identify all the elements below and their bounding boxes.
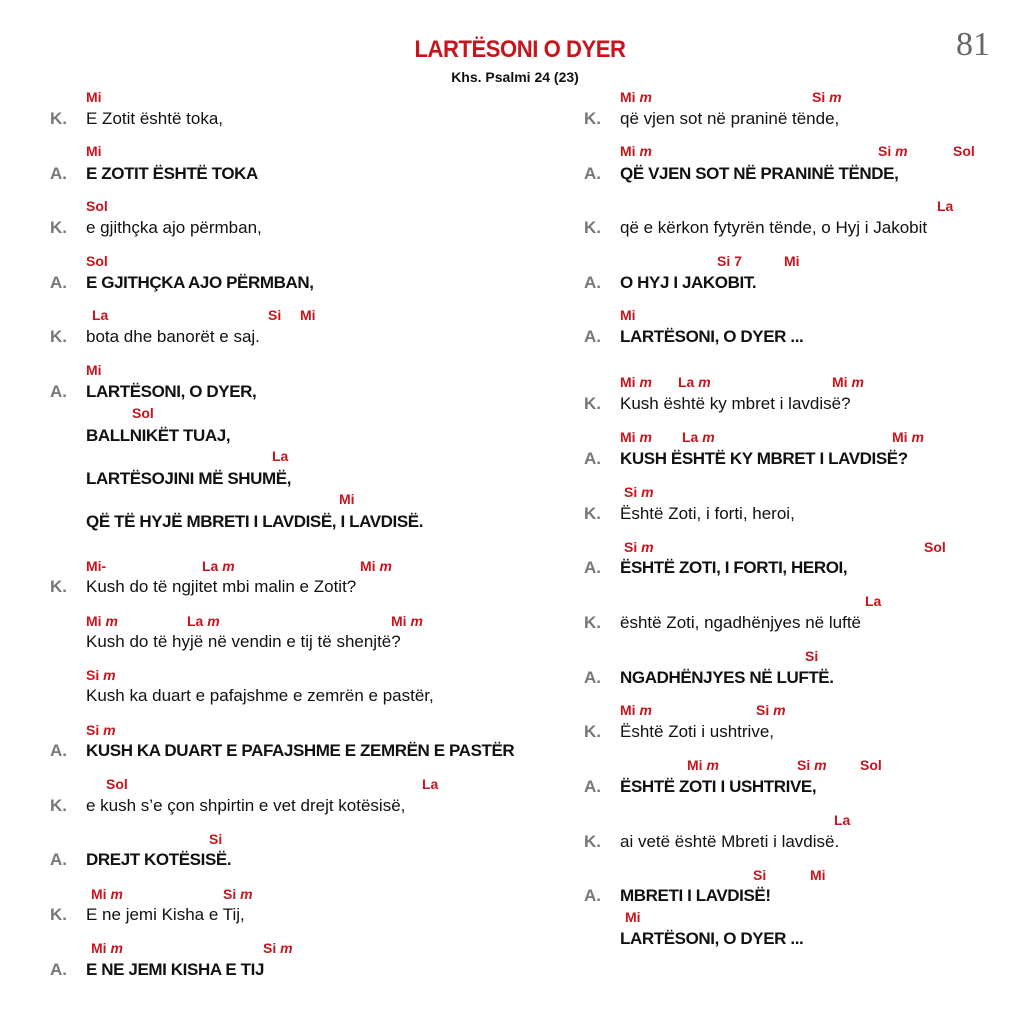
role-marker: K.: [50, 905, 67, 924]
chord-label: Mi m: [91, 886, 123, 902]
role-marker: A.: [584, 327, 601, 346]
verse-lyric-line: ai vetë është Mbreti i lavdisë.: [620, 832, 840, 851]
role-marker: A.: [584, 777, 601, 796]
chord-label: Si: [753, 867, 767, 883]
response-lyric-line: LARTËSONI, O DYER ...: [620, 929, 804, 948]
chord-label: Mi-: [86, 558, 107, 574]
chord-label: Si m: [624, 539, 654, 555]
chord-label: La m: [682, 429, 715, 445]
chord-label: Si 7: [717, 253, 742, 269]
role-marker: A.: [584, 668, 601, 687]
chord-label: Si m: [624, 484, 654, 500]
chord-label: Sol: [86, 253, 108, 269]
chord-label: La: [422, 776, 439, 792]
chord-label: Si m: [812, 89, 842, 105]
response-lyric-line: LARTËSONI, O DYER,: [86, 382, 257, 401]
page-number: 81: [956, 26, 990, 63]
verse-lyric-line: Është Zoti, i forti, heroi,: [620, 504, 795, 523]
role-marker: A.: [50, 164, 67, 183]
chord-label: Mi m: [892, 429, 924, 445]
response-lyric-line: QË VJEN SOT NË PRANINË TËNDE,: [620, 164, 899, 183]
response-lyric-line: E GJITHÇKA AJO PËRMBAN,: [86, 273, 314, 292]
role-marker: A.: [50, 960, 67, 979]
role-marker: K.: [50, 109, 67, 128]
chord-label: Si m: [223, 886, 253, 902]
chord-label: Mi: [339, 491, 355, 507]
verse-lyric-line: Kush është ky mbret i lavdisë?: [620, 394, 851, 413]
chord-label: La: [937, 198, 954, 214]
response-lyric-line: O HYJ I JAKOBIT.: [620, 273, 757, 292]
chord-label: Si m: [86, 667, 116, 683]
chord-label: Sol: [106, 776, 128, 792]
chord-label: Mi m: [86, 613, 118, 629]
response-lyric-line: LARTËSOJINI MË SHUMË,: [86, 469, 292, 488]
verse-lyric-line: Është Zoti i ushtrive,: [620, 722, 775, 741]
verse-lyric-line: që e kërkon fytyrën tënde, o Hyj i Jakobit: [620, 218, 928, 237]
verse-lyric-line: Kush ka duart e pafajshme e zemrën e pastër,: [86, 686, 434, 705]
chord-label: Mi m: [687, 757, 719, 773]
role-marker: A.: [584, 886, 601, 905]
response-lyric-line: ËSHTË ZOTI I USHTRIVE,: [620, 777, 817, 796]
verse-lyric-line: Kush do të hyjë në vendin e tij të shenjtë?: [86, 632, 401, 651]
role-marker: K.: [584, 832, 601, 851]
role-marker: K.: [50, 218, 67, 237]
verse-lyric-line: e kush s’e çon shpirtin e vet drejt kotësisë,: [86, 796, 406, 815]
verse-lyric-line: është Zoti, ngadhënjyes në luftë: [620, 613, 861, 632]
chord-label: Si m: [86, 722, 116, 738]
chord-label: Mi m: [620, 143, 652, 159]
chord-label: La: [92, 307, 109, 323]
role-marker: A.: [584, 273, 601, 292]
role-marker: K.: [584, 109, 601, 128]
role-marker: K.: [50, 796, 67, 815]
role-marker: A.: [50, 850, 67, 869]
response-lyric-line: BALLNIKËT TUAJ,: [86, 426, 231, 445]
response-lyric-line: KUSH KA DUART E PAFAJSHME E ZEMRËN E PASTËR: [86, 741, 515, 760]
verse-lyric-line: Kush do të ngjitet mbi malin e Zotit?: [86, 577, 357, 596]
verse-lyric-line: bota dhe banorët e saj.: [86, 327, 260, 346]
chord-label: La m: [202, 558, 235, 574]
response-lyric-line: ËSHTË ZOTI, I FORTI, HEROI,: [620, 558, 848, 577]
chord-label: Mi: [86, 143, 102, 159]
role-marker: A.: [584, 164, 601, 183]
chord-label: Sol: [132, 405, 154, 421]
chord-label: Sol: [924, 539, 946, 555]
role-marker: K.: [50, 327, 67, 346]
chord-label: Sol: [953, 143, 975, 159]
chord-label: Mi m: [91, 940, 123, 956]
chord-label: Mi m: [620, 702, 652, 718]
role-marker: A.: [584, 558, 601, 577]
role-marker: K.: [584, 722, 601, 741]
chord-label: Mi: [784, 253, 800, 269]
chord-label: Si m: [263, 940, 293, 956]
role-marker: K.: [50, 577, 67, 596]
chord-label: Sol: [860, 757, 882, 773]
chord-label: La: [834, 812, 851, 828]
chord-label: Si: [209, 831, 223, 847]
response-lyric-line: E NE JEMI KISHA E TIJ: [86, 960, 265, 979]
song-title: LARTËSONI O DYER: [414, 36, 626, 63]
response-lyric-line: NGADHËNJYES NË LUFTË.: [620, 668, 834, 687]
chord-label: La m: [187, 613, 220, 629]
response-lyric-line: DREJT KOTËSISË.: [86, 850, 232, 869]
chord-label: La m: [678, 374, 711, 390]
chord-label: Si m: [756, 702, 786, 718]
chord-label: Si m: [878, 143, 908, 159]
chord-label: Mi m: [832, 374, 864, 390]
chord-label: Mi m: [620, 429, 652, 445]
verse-lyric-line: E ne jemi Kisha e Tij,: [86, 905, 245, 924]
role-marker: K.: [584, 394, 601, 413]
chord-label: Si: [805, 648, 819, 664]
verse-lyric-line: E Zotit është toka,: [86, 109, 224, 128]
role-marker: K.: [584, 504, 601, 523]
chord-label: Mi m: [391, 613, 423, 629]
chord-label: Mi: [620, 307, 636, 323]
chord-label: Sol: [86, 198, 108, 214]
chord-label: La: [272, 448, 289, 464]
verse-lyric-line: që vjen sot në praninë tënde,: [620, 109, 840, 128]
chord-label: Mi: [625, 909, 641, 925]
response-lyric-line: MBRETI I LAVDISË!: [620, 886, 771, 905]
chord-label: La: [865, 593, 882, 609]
chord-label: Mi: [300, 307, 316, 323]
chord-label: Mi m: [360, 558, 392, 574]
chord-label: Mi: [86, 89, 102, 105]
role-marker: K.: [584, 218, 601, 237]
chord-label: Mi m: [620, 89, 652, 105]
verse-lyric-line: e gjithçka ajo përmban,: [86, 218, 262, 237]
response-lyric-line: LARTËSONI, O DYER ...: [620, 327, 804, 346]
chord-label: Si: [268, 307, 282, 323]
chord-label: Mi m: [620, 374, 652, 390]
chord-label: Mi: [810, 867, 826, 883]
role-marker: A.: [50, 382, 67, 401]
role-marker: A.: [50, 741, 67, 760]
role-marker: A.: [50, 273, 67, 292]
chord-label: Si m: [797, 757, 827, 773]
role-marker: A.: [584, 449, 601, 468]
response-lyric-line: QË TË HYJË MBRETI I LAVDISË, I LAVDISË.: [86, 512, 424, 531]
song-subtitle: Khs. Psalmi 24 (23): [451, 69, 579, 85]
response-lyric-line: E ZOTIT ËSHTË TOKA: [86, 164, 258, 183]
role-marker: K.: [584, 613, 601, 632]
chord-label: Mi: [86, 362, 102, 378]
response-lyric-line: KUSH ËSHTË KY MBRET I LAVDISË?: [620, 449, 908, 468]
